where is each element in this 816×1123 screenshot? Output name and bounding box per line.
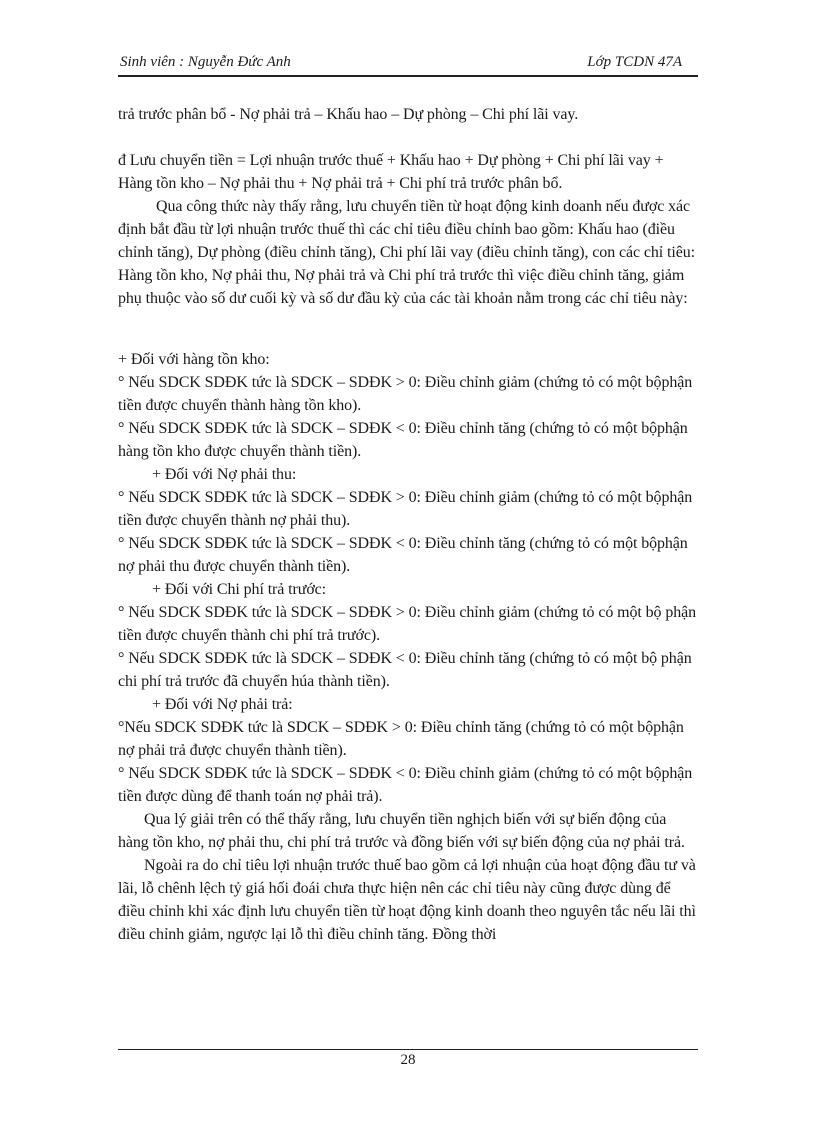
class-name: Lớp TCDN 47A — [587, 54, 682, 70]
heading-receivable: + Đối với Nợ phải thu: — [152, 466, 297, 483]
inventory-rule-2: ° Nếu SDCK SDĐK tức là SDCK – SDĐK < 0: Điều chỉnh tăng (chứng tỏ có một bộphận hàng tồn kho được chuyển thành tiền). — [118, 420, 688, 460]
payable-rule-2: ° Nếu SDCK SDĐK tức là SDCK – SDĐK < 0: Điều chỉnh giảm (chứng tỏ có một bộphận tiền được dùng để thanh toán nợ phải trả). — [118, 765, 693, 805]
cash-flow-formula: đ Lưu chuyển tiền = Lợi nhuận trước thuế + Khấu hao + Dự phòng + Chi phí lãi vay + Hàng tồn kho – Nợ phải thu + Nợ phải trả + Chi phí trả trước phân bổ. — [118, 152, 664, 192]
paragraph-summary: Qua lý giải trên có thể thấy rằng, lưu chuyển tiền nghịch biến với sự biến động của hàng tồn kho, nợ phải thu, chi phí trả trước và đồng biến với sự biến động của nợ phải trả. — [118, 811, 685, 851]
prepaid-rule-2: ° Nếu SDCK SDĐK tức là SDCK – SDĐK < 0: Điều chỉnh tăng (chứng tỏ có một bộ phận chi phí trả trước đã chuyển húa thành tiền). — [118, 650, 692, 690]
student-name: Sinh viên : Nguyễn Đức Anh — [120, 54, 291, 70]
heading-payable: + Đối với Nợ phải trả: — [152, 696, 293, 713]
prepaid-rule-1: ° Nếu SDCK SDĐK tức là SDCK – SDĐK > 0: Điều chỉnh giảm (chứng tỏ có một bộ phận tiền được chuyển thành chi phí trả trước). — [118, 604, 697, 644]
page-header — [118, 52, 698, 74]
heading-inventory: + Đối với hàng tồn kho: — [118, 351, 270, 368]
paragraph-explanation: Qua công thức này thấy rằng, lưu chuyển tiền từ hoạt động kinh doanh nếu được xác định bắt đầu từ lợi nhuận trước thuế thì các chỉ tiêu điều chỉnh bao gồm: Khấu hao (điều chỉnh tăng), Dự phòng (điều chỉnh tăng), Chi phí lãi vay (điều chỉnh tăng), con các chỉ tiêu: Hàng tồn kho, Nợ phải thu, Nợ phải trả và Chi phí trả trước thì việc điều chỉnh tăng, giảm phụ thuộc vào số dư cuối kỳ và số dư đầu kỳ của các tài khoản nằm trong các chỉ tiêu này: — [118, 198, 695, 307]
paragraph-additional: Ngoài ra do chỉ tiêu lợi nhuận trước thuế bao gồm cả lợi nhuận của hoạt động đầu tư và lãi, lỗ chênh lệch tỷ giá hối đoái chưa thực hiện nên các chỉ tiêu này cũng được dùng để điều chỉnh khi xác định lưu chuyển tiền từ hoạt động kinh doanh theo nguyên tắc nếu lãi thì điều chỉnh giảm, ngược lại lỗ thì điều chỉnh tăng. Đồng thời — [118, 857, 696, 943]
footer-divider — [118, 1049, 698, 1050]
page-number: 28 — [400, 1052, 416, 1068]
inventory-rule-1: ° Nếu SDCK SDĐK tức là SDCK – SDĐK > 0: Điều chỉnh giảm (chứng tỏ có một bộphận tiền được chuyển thành hàng tồn kho). — [118, 374, 693, 414]
receivable-rule-1: ° Nếu SDCK SDĐK tức là SDCK – SDĐK > 0: Điều chỉnh giảm (chứng tỏ có một bộphận tiền được chuyển thành nợ phải thu). — [118, 489, 693, 529]
receivable-rule-2: ° Nếu SDCK SDĐK tức là SDCK – SDĐK < 0: Điều chỉnh tăng (chứng tỏ có một bộphận nợ phải thu được chuyển thành tiền). — [118, 535, 688, 575]
payable-rule-1: °Nếu SDCK SDĐK tức là SDCK – SDĐK > 0: Điều chỉnh tăng (chứng tỏ có một bộphận nợ phải trả được chuyển thành tiền). — [118, 719, 684, 759]
body-text — [118, 103, 698, 946]
heading-prepaid: + Đối với Chi phí trả trước: — [152, 581, 327, 598]
header-divider — [118, 75, 698, 77]
paragraph-continuation: trả trước phân bổ - Nợ phải trả – Khấu hao – Dự phòng – Chi phí lãi vay. — [118, 106, 579, 123]
